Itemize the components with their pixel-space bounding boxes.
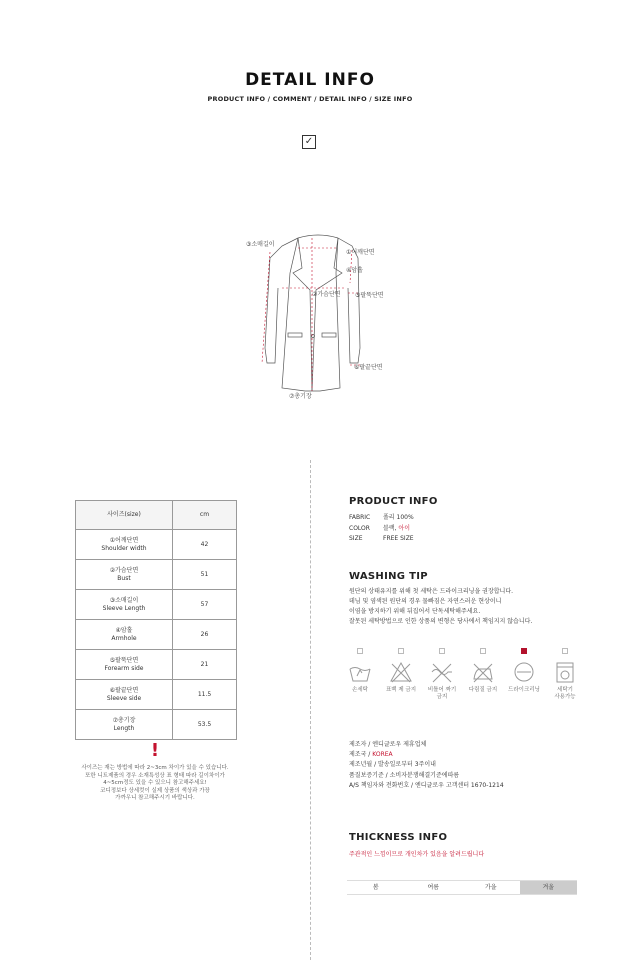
row-label-en: Armhole xyxy=(111,634,137,642)
row-label-en: Length xyxy=(113,724,135,732)
season-spring: 봄 xyxy=(372,884,379,891)
sleeve-measure-line xyxy=(262,252,270,363)
row-label-ko: ⑦총기장 xyxy=(112,716,136,724)
row-value: 11.5 xyxy=(173,680,237,710)
diagram-label-shoulder: ①어깨단면 xyxy=(346,249,375,256)
diagram-label-length: ⑦총기장 xyxy=(289,393,312,400)
manufacturer-line: 제조자 / 엔디글로우 제휴업체 xyxy=(349,741,427,748)
row-value: 51 xyxy=(173,560,237,590)
season-autumn: 가을 xyxy=(484,884,497,891)
washing-tip-line: 이염을 방지하기 위해 뒤집어서 단독세탁해주세요. xyxy=(349,608,481,615)
row-label-ko: ①어깨단면 xyxy=(109,536,139,544)
season-summer: 여름 xyxy=(427,884,440,891)
jacket-left-lapel xyxy=(293,238,312,391)
color-value-highlight: 아이 xyxy=(398,524,411,532)
no-wring-icon xyxy=(430,661,454,683)
product-info-list xyxy=(349,513,414,545)
care-checkbox xyxy=(562,648,568,654)
table-row xyxy=(76,650,237,680)
diagram-label-forearm: ⑤팔뚝단면 xyxy=(355,292,384,299)
care-machine-wash xyxy=(545,648,585,701)
care-checkbox xyxy=(480,648,486,654)
row-label-en: Shoulder width xyxy=(101,544,147,552)
washing-tip-line: 데님 및 염색된 원단의 경우 물빠짐은 자연스러운 현상이니 xyxy=(349,598,502,605)
size-note-line: 또한 니트제품의 경우 소재특성상 표 형태 따라 길이차이가 xyxy=(85,772,225,779)
no-iron-icon xyxy=(471,661,495,683)
row-label-en: Sleeve side xyxy=(106,694,142,702)
warning-icon: ! xyxy=(150,740,160,761)
care-no-bleach xyxy=(381,648,421,694)
care-no-iron xyxy=(463,648,503,694)
jacket-left-pocket xyxy=(288,333,302,337)
care-label: 비틀어 짜기 금지 xyxy=(427,687,457,700)
fabric-label: FABRIC xyxy=(349,514,371,521)
fabric-value: 폴리 100% xyxy=(383,514,414,521)
care-label: 표백 제 금지 xyxy=(385,687,417,693)
diagram-label-sleeve-end: ⑥팔끝단면 xyxy=(354,364,383,371)
row-value: 26 xyxy=(173,620,237,650)
table-row xyxy=(76,590,237,620)
size-note-line: 코디정보다 상세컷이 실제 상품의 색상과 가장 xyxy=(100,787,210,794)
row-label-ko: ⑥팔끝단면 xyxy=(109,686,139,694)
jacket-body-outline xyxy=(282,238,340,391)
care-checkbox-selected xyxy=(521,648,527,654)
row-label-en: Bust xyxy=(117,574,131,582)
no-bleach-icon xyxy=(389,661,413,683)
season-winter-selected: 겨울 xyxy=(520,881,578,894)
table-row xyxy=(76,560,237,590)
table-header-size: 사이즈(size) xyxy=(76,501,173,530)
row-value: 42 xyxy=(173,530,237,560)
hand-wash-icon xyxy=(348,661,372,683)
size-label: SIZE xyxy=(349,535,363,542)
row-label-en: Sleeve Length xyxy=(102,604,146,612)
care-dry-clean xyxy=(504,648,544,694)
row-value: 21 xyxy=(173,650,237,680)
diagram-label-armhole: ④암홀 xyxy=(346,267,363,274)
column-divider xyxy=(310,460,311,960)
care-icons xyxy=(340,648,580,718)
care-hand-wash xyxy=(340,648,380,694)
care-checkbox xyxy=(398,648,404,654)
row-label-en: Forearm side xyxy=(104,664,144,672)
manufacturer-line xyxy=(349,750,599,760)
jacket-right-pocket xyxy=(322,333,336,337)
table-header-cm: cm xyxy=(173,501,237,530)
care-label: 세탁기 사용가능 xyxy=(554,687,576,700)
manufacturer-info xyxy=(349,740,599,791)
size-note-line: 4~5cm정도 있을 수 있으니 참고해주세요! xyxy=(103,780,207,787)
table-header-row xyxy=(76,501,237,530)
row-label-ko: ⑤팔뚝단면 xyxy=(109,656,139,664)
row-label-ko: ③소매길이 xyxy=(109,596,139,604)
jacket-collar xyxy=(298,235,338,238)
care-checkbox xyxy=(439,648,445,654)
thickness-info-title: THICKNESS INFO xyxy=(349,832,448,843)
thickness-info-subtitle: 주관적인 느낌이므로 개인차가 있음을 알려드립니다 xyxy=(349,851,485,858)
table-row xyxy=(76,680,237,710)
washing-tip-line: 원단의 상태유지를 위해 첫 세탁은 드라이크리닝을 권장합니다. xyxy=(349,588,514,595)
color-label: COLOR xyxy=(349,524,370,532)
diagram-label-sleeve: ③소매길이 xyxy=(246,241,275,248)
row-value: 57 xyxy=(173,590,237,620)
manufacturer-line: A/S 책임자와 전화번호 / 엔디글로우 고객센터 1670-1214 xyxy=(349,781,504,789)
size-table xyxy=(75,500,237,740)
color-value: 블랙, xyxy=(383,524,397,532)
table-row xyxy=(76,620,237,650)
origin-label: 제조국 / xyxy=(349,751,373,759)
season-scale xyxy=(347,880,577,895)
washing-tip-title: WASHING TIP xyxy=(349,571,428,582)
manufacturer-line: 품질보증기준 / 소비자분쟁해결기준에따름 xyxy=(349,771,460,779)
row-value: 53.5 xyxy=(173,710,237,740)
row-label-ko: ④암홀 xyxy=(115,626,133,634)
diagram-label-bust: ②가슴단면 xyxy=(312,291,341,298)
dry-clean-icon xyxy=(512,661,536,683)
row-label-ko: ②가슴단면 xyxy=(109,566,139,574)
manufacturer-line: 제조년월 / 발송일로부터 3주이내 xyxy=(349,761,436,769)
table-row xyxy=(76,710,237,740)
washing-tip-text xyxy=(349,587,599,627)
jacket-right-sleeve-outline xyxy=(338,238,360,363)
care-label: 다림질 금지 xyxy=(468,687,498,693)
origin-value: KOREA xyxy=(372,751,393,759)
washing-machine-icon xyxy=(553,661,577,683)
size-value: FREE SIZE xyxy=(383,535,414,542)
checkbox-icon: ✓ xyxy=(302,135,316,149)
table-row xyxy=(76,530,237,560)
washing-tip-line: 잘못된 세탁방법으로 인한 상품의 변형은 당사에서 책임지지 않습니다. xyxy=(349,618,533,625)
care-label: 손세탁 xyxy=(352,687,368,693)
care-no-wring xyxy=(422,648,462,701)
size-note-line: 가까우니 참고해주시기 바랍니다. xyxy=(115,795,195,802)
care-label: 드라이크리닝 xyxy=(508,687,540,693)
page-title: DETAIL INFO xyxy=(245,70,375,90)
product-info-title: PRODUCT INFO xyxy=(349,496,438,507)
size-note xyxy=(70,765,240,803)
size-note-line: 사이즈는 재는 방법에 따라 2~3cm 차이가 있을 수 있습니다. xyxy=(81,765,229,771)
section-nav: PRODUCT INFO / COMMENT / DETAIL INFO / SIZE INFO xyxy=(207,95,413,103)
care-checkbox xyxy=(357,648,363,654)
